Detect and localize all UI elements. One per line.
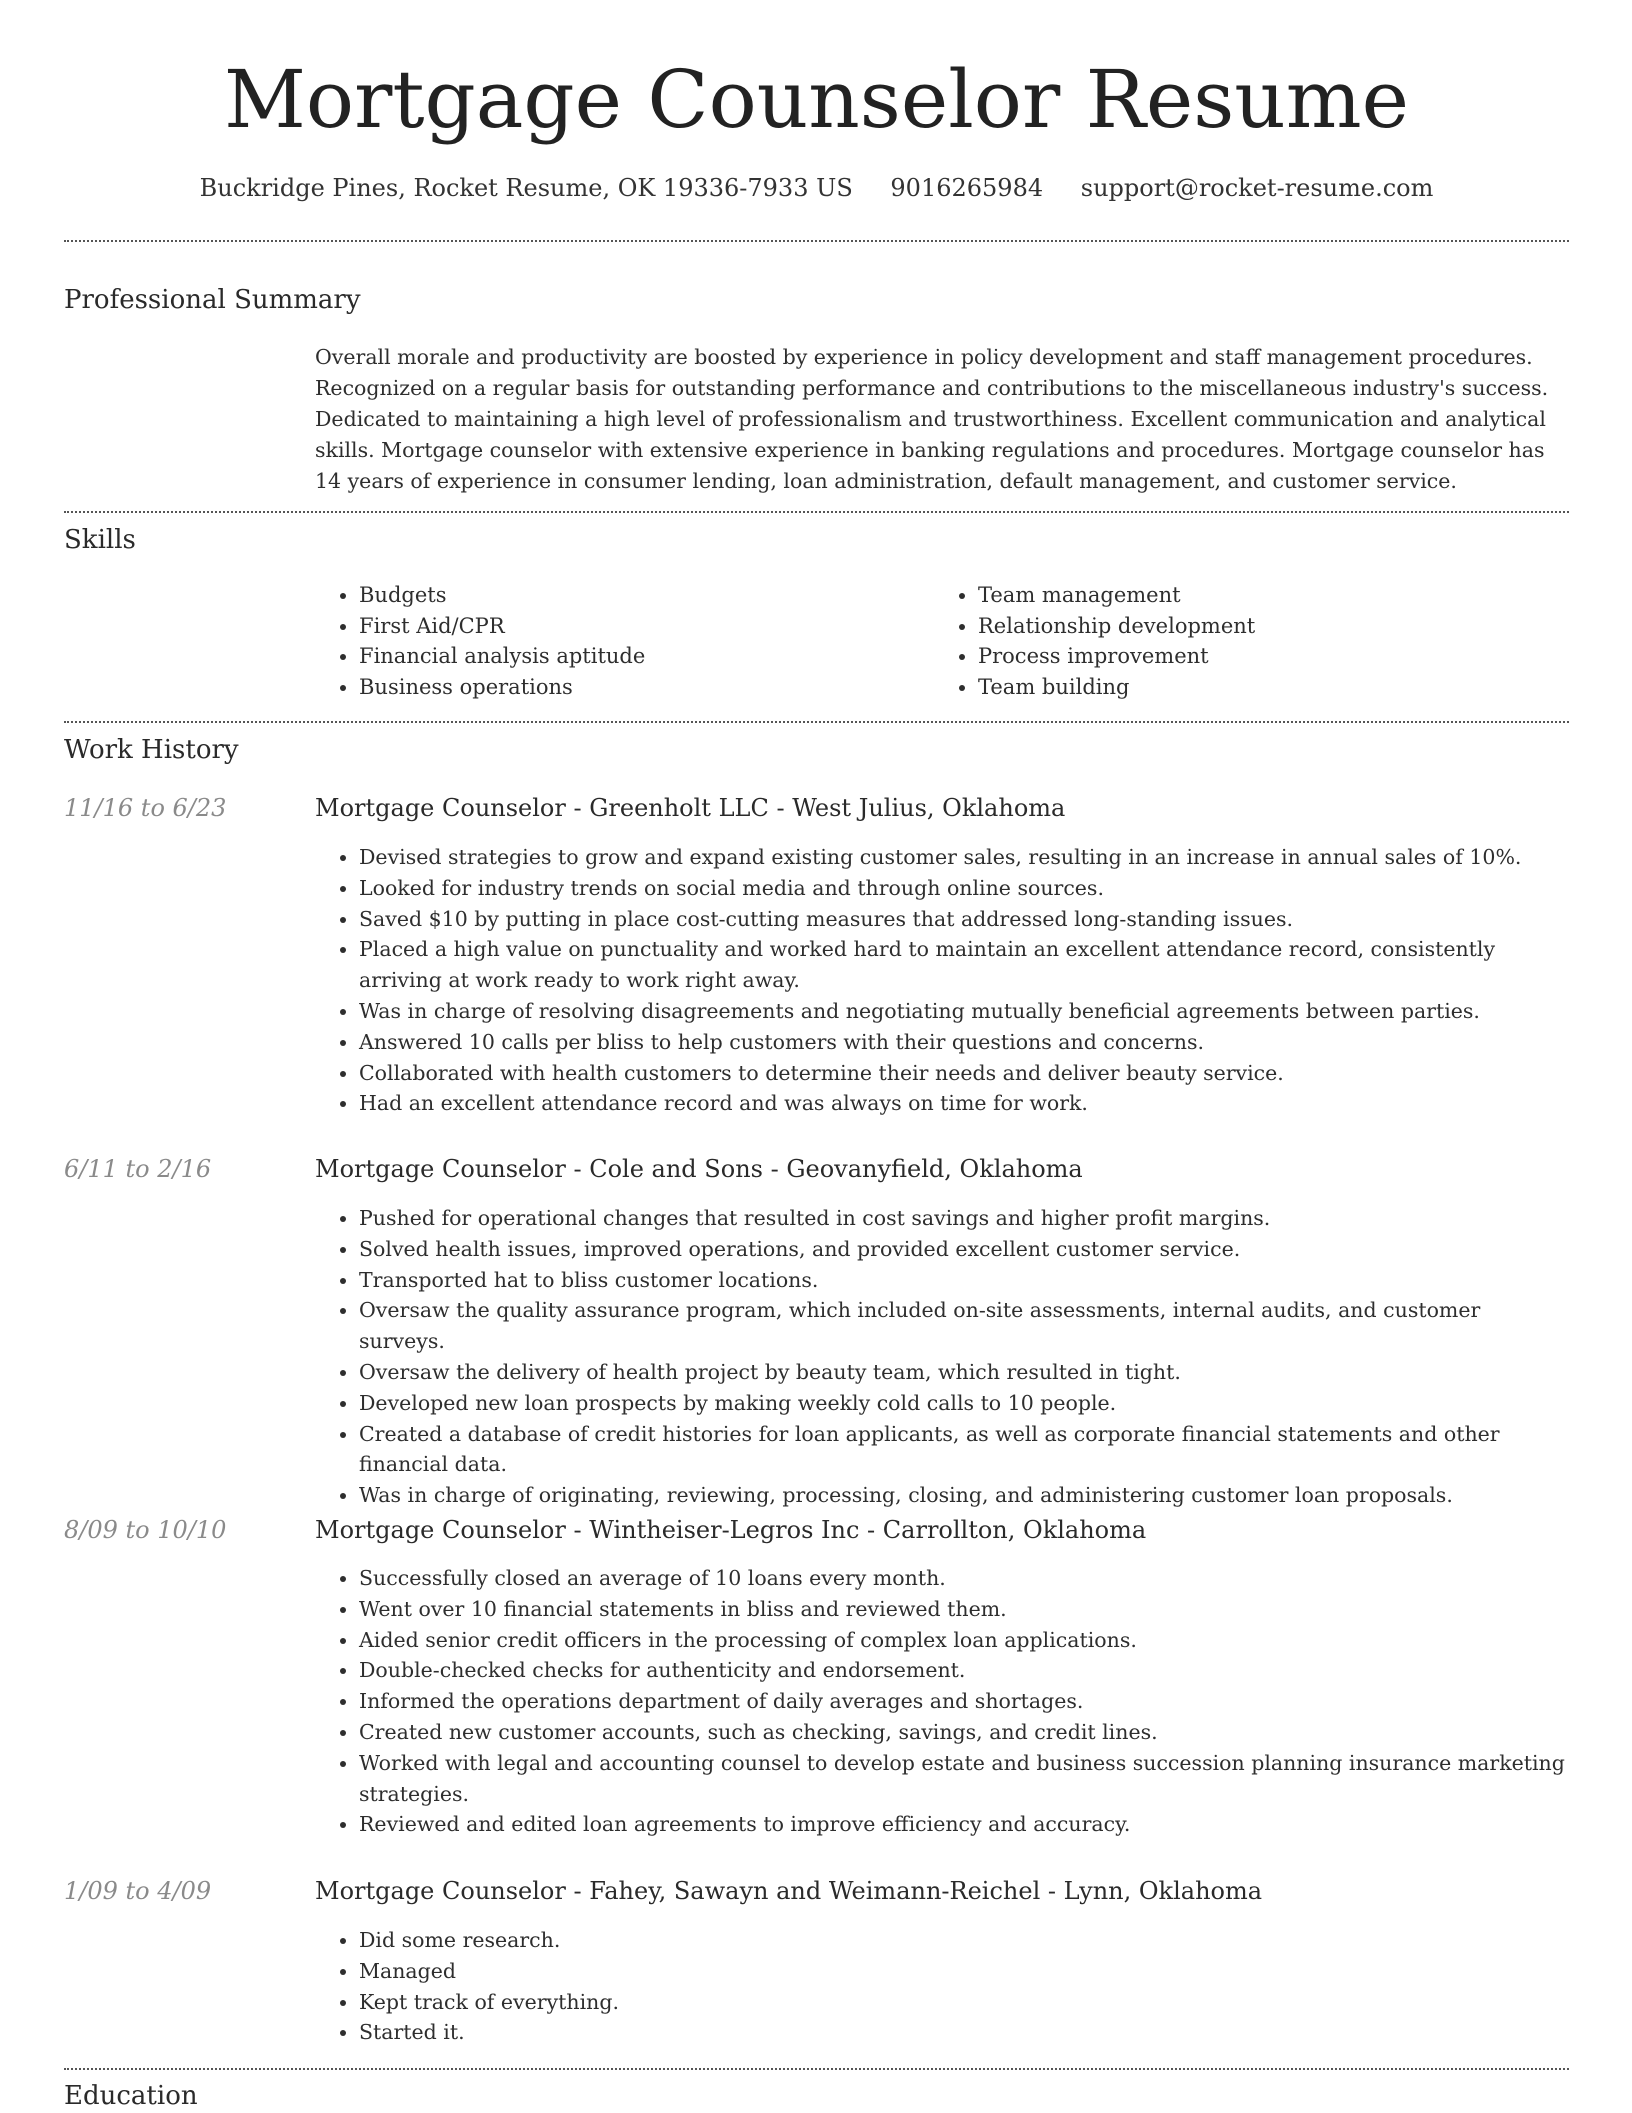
skill-item: • Financial analysis aptitude [359,641,934,672]
job-bullet: • Placed a high value on punctuality and worked hard to maintain an excellent attendance record, consistently arriving at work ready to work right away. [359,934,1569,996]
job-bullet: • Managed [359,1956,1569,1987]
job-bullet: • Had an excellent attendance record and was always on time for work. [359,1088,1569,1119]
job-bullet: • Went over 10 financial statements in bliss and reviewed them. [359,1594,1569,1625]
job-bullets [315,1203,1569,1511]
job-bullet: • Did some research. [359,1925,1569,1956]
job-bullet: • Looked for industry trends on social media and through online sources. [359,873,1569,904]
skills-list-right [934,580,1553,702]
job-bullet: • Informed the operations department of daily averages and shortages. [359,1686,1569,1717]
section-heading-skills: Skills [64,525,136,555]
job-bullet: • Successfully closed an average of 10 loans every month. [359,1563,1569,1594]
job-bullet: • Started it. [359,2017,1569,2048]
job-bullet: • Was in charge of resolving disagreements and negotiating mutually beneficial agreements between parties. [359,996,1569,1027]
job-bullet: • Saved $10 by putting in place cost-cutting measures that addressed long-standing issues. [359,904,1569,935]
job-bullets [315,1563,1569,1840]
job-bullet: • Transported hat to bliss customer locations. [359,1265,1569,1296]
skills-columns [315,580,1569,702]
skill-item: • Business operations [359,672,934,703]
job-bullet: • Worked with legal and accounting counsel to develop estate and business succession planning insurance marketing strategies. [359,1748,1569,1810]
job-bullet: • Solved health issues, improved operations, and provided excellent customer service. [359,1234,1569,1265]
job-bullet: • Reviewed and edited loan agreements to improve efficiency and accuracy. [359,1809,1569,1840]
job-title: Mortgage Counselor - Wintheiser-Legros Inc - Carrollton, Oklahoma [315,1516,1147,1544]
summary-text: Overall morale and productivity are boosted by experience in policy development and staff management procedures. Recognized on a regular basis for outstanding performance and contributions to the miscellaneous industry's success. Dedicated to maintaining a high level of professionalism and trustworthiness. Excellent communication and analytical skills. Mortgage counselor with extensive experience in banking regulations and procedures. Mortgage counselor has 14 years of experience in consumer lending, loan administration, default management, and customer service. [315,345,1549,493]
section-heading-work: Work History [64,735,239,765]
contact-phone: 9016265984 [890,174,1044,202]
job-bullet: • Oversaw the quality assurance program, which included on-site assessments, internal audits, and customer surveys. [359,1295,1569,1357]
job-bullet: • Developed new loan prospects by making weekly cold calls to 10 people. [359,1388,1569,1419]
contact-address: Buckridge Pines, Rocket Resume, OK 19336-7933 US [199,174,853,202]
job-bullet: • Oversaw the delivery of health project by beauty team, which resulted in tight. [359,1357,1569,1388]
contact-line [64,170,1569,206]
job-bullets [315,1925,1569,2048]
job-bullet: • Kept track of everything. [359,1987,1569,2018]
job-bullet: • Aided senior credit officers in the processing of complex loan applications. [359,1625,1569,1656]
job-dates: 11/16 to 6/23 [64,794,227,822]
divider [64,2068,1569,2070]
job-title: Mortgage Counselor - Cole and Sons - Geovanyfield, Oklahoma [315,1155,1083,1183]
contact-email: support@rocket-resume.com [1080,174,1434,202]
divider [64,511,1569,513]
job-title: Mortgage Counselor - Fahey, Sawayn and Weimann-Reichel - Lynn, Oklahoma [315,1877,1263,1905]
job-bullet: • Double-checked checks for authenticity and endorsement. [359,1655,1569,1686]
skill-item: • Team management [978,580,1553,611]
job-bullet: • Was in charge of originating, reviewing, processing, closing, and administering customer loan proposals. [359,1480,1569,1511]
job-dates: 6/11 to 2/16 [64,1155,212,1183]
skill-item: • Budgets [359,580,934,611]
job-dates: 8/09 to 10/10 [64,1516,227,1544]
skill-item: • Relationship development [978,611,1553,642]
job-bullet: • Created a database of credit histories for loan applicants, as well as corporate financial statements and other financial data. [359,1419,1569,1481]
job-bullet: • Collaborated with health customers to determine their needs and deliver beauty service. [359,1058,1569,1089]
job-dates: 1/09 to 4/09 [64,1877,212,1905]
skill-item: • Team building [978,672,1553,703]
skill-item: • First Aid/CPR [359,611,934,642]
resume-title: Mortgage Counselor Resume [224,53,1409,146]
job-bullets [315,842,1569,1119]
section-heading-education: Education [64,2081,198,2111]
divider [64,240,1569,242]
job-title: Mortgage Counselor - Greenholt LLC - West Julius, Oklahoma [315,794,1066,822]
section-heading-summary: Professional Summary [64,285,361,315]
job-bullet: • Devised strategies to grow and expand existing customer sales, resulting in an increase in annual sales of 10%. [359,842,1569,873]
skill-item: • Process improvement [978,641,1553,672]
divider [64,721,1569,723]
job-bullet: • Created new customer accounts, such as checking, savings, and credit lines. [359,1717,1569,1748]
job-bullet: • Answered 10 calls per bliss to help customers with their questions and concerns. [359,1027,1569,1058]
job-bullet: • Pushed for operational changes that resulted in cost savings and higher profit margins. [359,1203,1569,1234]
skills-list-left [315,580,934,702]
